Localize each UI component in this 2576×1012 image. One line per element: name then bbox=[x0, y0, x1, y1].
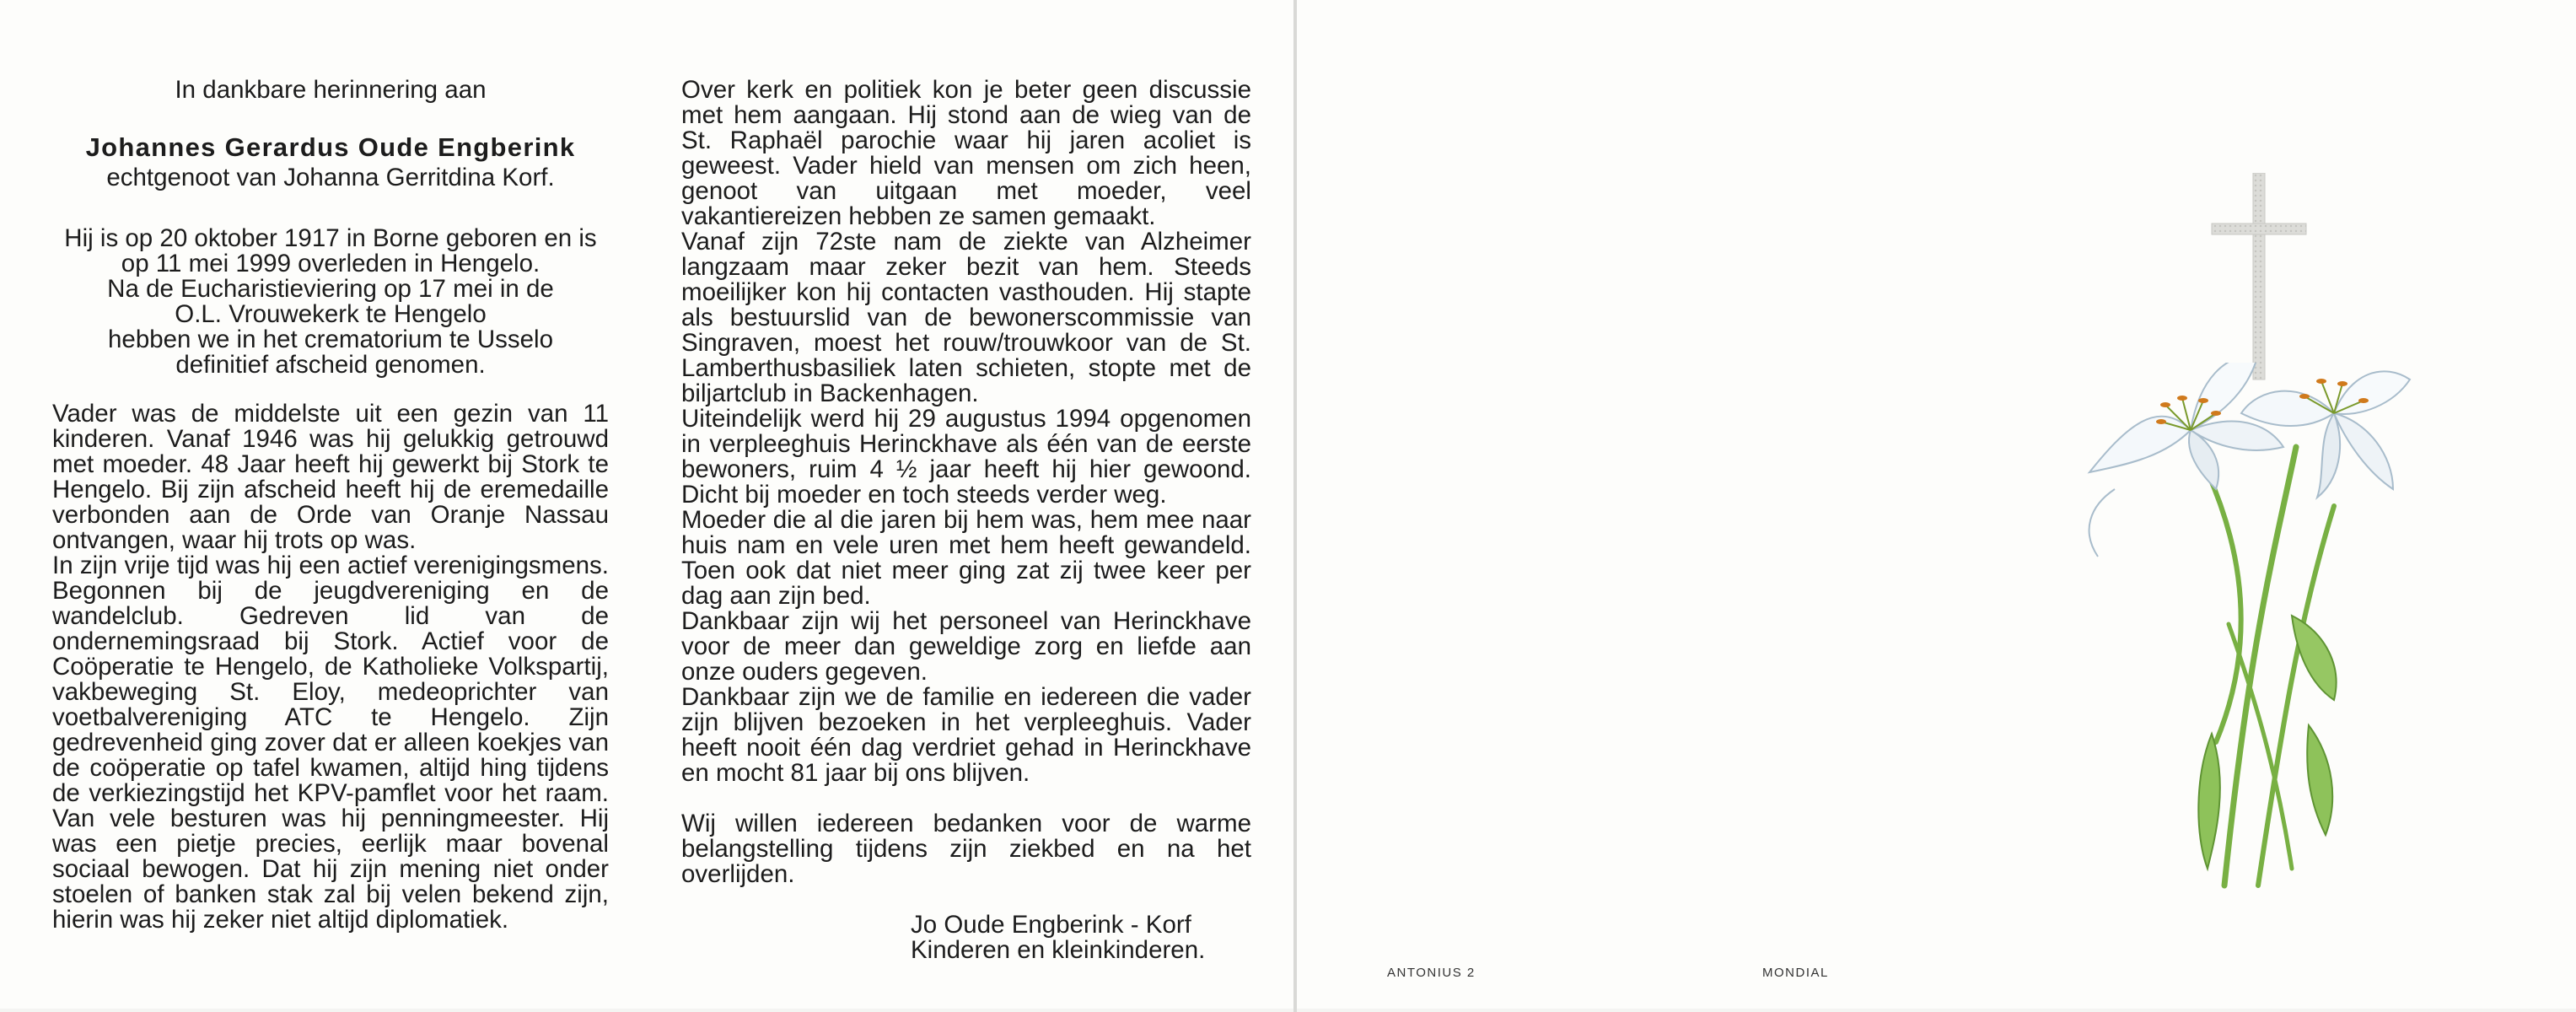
spouse-line: echtgenoot van Johanna Gerritdina Korf. bbox=[106, 164, 555, 191]
paragraph: Vanaf zijn 72ste nam de ziekte van Alzheimer langzaam maar zeker bezit van hem. Steeds moeilijker kon hij contacten vasthouden. Hij stapte als bestuurslid van de bewonerscommissie van Singraven, moest het rouw/trouwkoor van de St. Lamberthusbasiliek laten schieten, stopte met de biljartclub in Backenhagen. bbox=[681, 228, 1251, 407]
details-line: Hij is op 20 oktober 1917 in Borne geboren en is bbox=[64, 224, 597, 252]
signature-line: Jo Oude Engberink - Korf bbox=[911, 911, 1191, 939]
left-text-column bbox=[52, 78, 609, 933]
lily-illustration bbox=[2081, 363, 2469, 902]
deceased-name: Johannes Gerardus Oude Engberink bbox=[85, 132, 576, 162]
paragraph: Moeder die al die jaren bij hem was, hem mee naar huis nam en vele uren met hem heeft gewandeld. Toen ook dat niet meer ging zat zij twee keer per dag aan zijn bed. bbox=[681, 506, 1251, 610]
footer-label-right: MONDIAL bbox=[1762, 966, 1829, 980]
paragraph: Over kerk en politiek kon je beter geen discussie met hem aangaan. Hij stond aan de wieg van de St. Raphaël parochie waar hij jaren acoliet is geweest. Vader hield van mensen om zich heen, genoot van uitgaan met moeder, veel vakantiereizen hebben ze samen gemaakt. bbox=[681, 76, 1251, 230]
card-cover-spread bbox=[1297, 0, 2576, 1009]
signature-line: Kinderen en kleinkinderen. bbox=[911, 936, 1206, 964]
details-line: definitief afscheid genomen. bbox=[175, 351, 486, 379]
details-line: O.L. Vrouwekerk te Hengelo bbox=[175, 300, 487, 328]
paragraph: Uiteindelijk werd hij 29 augustus 1994 opgenomen in verpleeghuis Herinckhave als één van de eerste bewoners, ruim 4 ½ jaar heeft hij hier gewoond. Dicht bij moeder en toch steeds verder weg. bbox=[681, 405, 1251, 509]
cross-icon bbox=[2208, 173, 2309, 384]
details-block bbox=[52, 226, 609, 378]
paragraph: Vader was de middelste uit een gezin van 11 kinderen. Vanaf 1946 was hij gelukkig getrouwd met moeder. 48 Jaar heeft hij gewerkt bij Stork te Hengelo. Bij zijn afscheid heeft hij de eremedaille verbonden aan de Orde van Oranje Nassau ontvangen, waar hij trots op was. bbox=[52, 400, 609, 554]
signature-block bbox=[911, 912, 1251, 963]
paragraph: In zijn vrije tijd was hij een actief verenigingsmens. Begonnen bij de jeugdvereniging en de wandelclub. Gedreven lid van de ondernemingsraad bij Stork. Actief voor de Coöperatie te Hengelo, de Katholieke Volkspartij, vakbeweging St. Eloy, medeoprichter van voetbalvereniging ATC te Hengelo. Zijn gedrevenheid ging zover dat er alleen koekjes van de coöperatie op tafel kwamen, altijd hing tijdens de verkiezingstijd het KPV-pamflet voor het raam. Van vele besturen was hij penningmeester. Hij was een pietje precies, eerlijk maar bovenal sociaal bewogen. Dat hij zijn mening niet onder stoelen of banken stak zal bij velen bekend zijn, hierin was hij zeker niet altijd diplomatiek. bbox=[52, 552, 609, 934]
paragraph: Dankbaar zijn we de familie en iedereen die vader zijn blijven bezoeken in het verpleeghuis. Vader heeft nooit één dag verdriet gehad in Herinckhave en mocht 81 jaar bij ons blijven. bbox=[681, 683, 1251, 787]
details-line: hebben we in het crematorium te Usselo bbox=[108, 326, 553, 353]
intro-line: In dankbare herinnering aan bbox=[175, 76, 487, 104]
right-text-column bbox=[681, 78, 1251, 963]
paragraph: Dankbaar zijn wij het personeel van Herinckhave voor de meer dan geweldige zorg en liefde aan onze ouders gegeven. bbox=[681, 607, 1251, 686]
details-line: op 11 mei 1999 overleden in Hengelo. bbox=[121, 250, 540, 277]
footer-label-left: ANTONIUS 2 bbox=[1387, 966, 1476, 980]
details-line: Na de Eucharistieviering op 17 mei in de bbox=[107, 275, 554, 303]
thanks-paragraph: Wij willen iedereen bedanken voor de warme belangstelling tijdens zijn ziekbed en na het overlijden. bbox=[681, 810, 1251, 888]
